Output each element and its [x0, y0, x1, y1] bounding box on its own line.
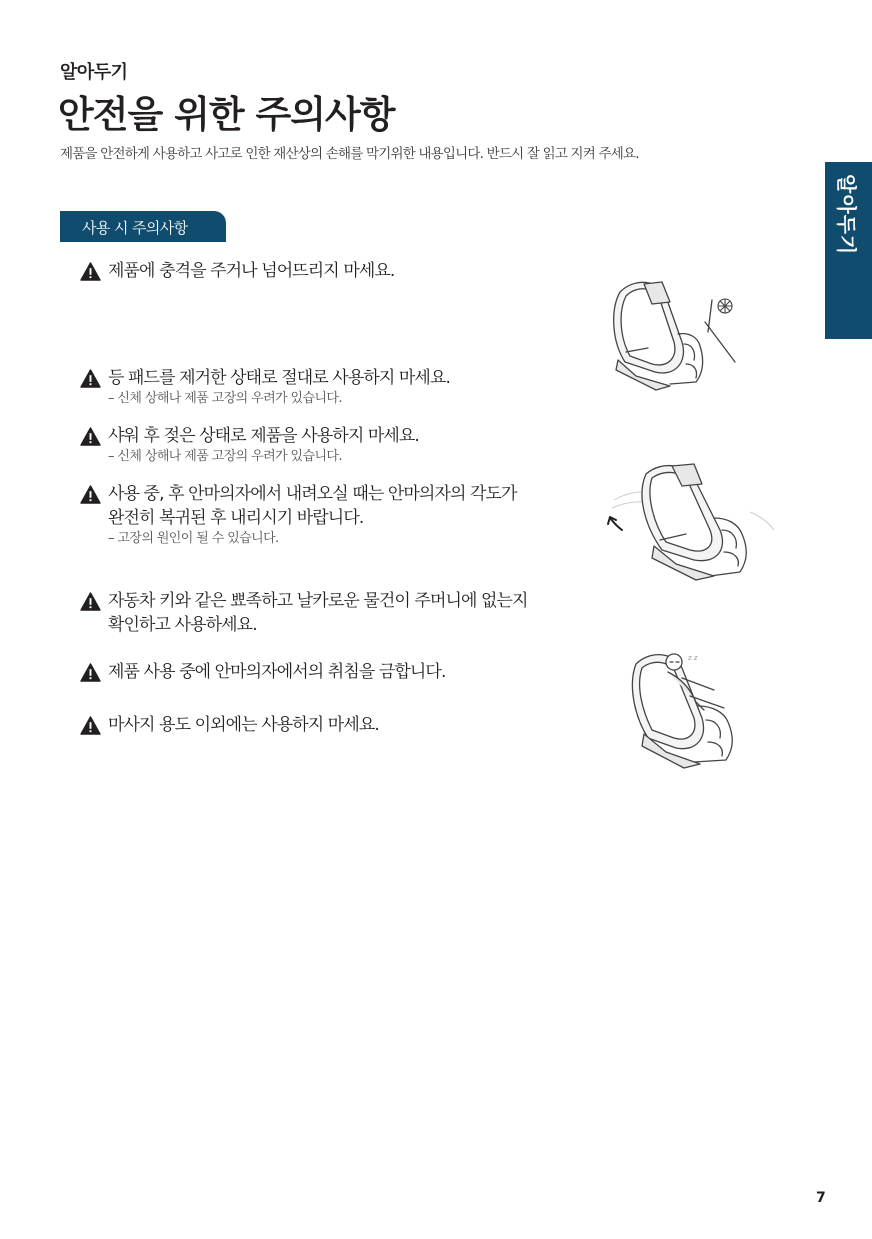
page-title: 안전을 위한 주의사항 — [58, 93, 395, 136]
massage-chair-impact-illustration — [600, 272, 748, 394]
warning-triangle-icon — [80, 592, 101, 611]
warning-text: 마사지 용도 이외에는 사용하지 마세요. — [108, 715, 379, 735]
warning-triangle-icon — [80, 663, 101, 682]
warning-triangle-icon — [80, 716, 101, 735]
warning-item — [80, 660, 445, 684]
warning-triangle-icon — [80, 485, 101, 504]
warning-text-continued: 완전히 복귀된 후 내리시기 바랍니다. — [108, 508, 364, 528]
warning-text-continued: 확인하고 사용하세요. — [108, 615, 257, 635]
warning-item — [80, 259, 394, 283]
massage-chair-sleeping-illustration — [620, 648, 754, 772]
warning-text: 등 패드를 제거한 상태로 절대로 사용하지 마세요. — [108, 368, 450, 388]
section-kicker: 알아두기 — [60, 62, 128, 83]
warning-triangle-icon — [80, 369, 101, 388]
warning-text: 샤워 후 젖은 상태로 제품을 사용하지 마세요. — [108, 426, 419, 446]
warning-note: – 신체 상해나 제품 고장의 우려가 있습니다. — [108, 449, 342, 464]
warning-note: – 고장의 원인이 될 수 있습니다. — [108, 531, 279, 546]
section-tab-label: 사용 시 주의사항 — [82, 219, 188, 237]
warning-triangle-icon — [80, 427, 101, 446]
intro-text: 제품을 안전하게 사용하고 사고로 인한 재산상의 손해를 막기위한 내용입니다. 반드시 잘 읽고 지켜 주세요. — [60, 146, 639, 162]
side-tab[interactable] — [825, 162, 872, 339]
warning-text: 제품 사용 중에 안마의자에서의 취침을 금합니다. — [108, 662, 446, 682]
warning-item — [80, 589, 528, 637]
massage-chair-reclining-illustration — [600, 460, 782, 584]
svg-text:z z: z z — [688, 654, 698, 662]
page-number: 7 — [816, 1190, 826, 1206]
warning-item — [80, 713, 379, 737]
section-tab — [60, 211, 226, 242]
warning-text: 자동차 키와 같은 뾰족하고 날카로운 물건이 주머니에 없는지 — [108, 591, 528, 611]
warning-text: 제품에 충격을 주거나 넘어뜨리지 마세요. — [108, 261, 395, 281]
side-tab-label: 알아두기 — [834, 174, 859, 256]
warning-item — [80, 482, 517, 548]
warning-triangle-icon — [80, 262, 101, 281]
warning-note: – 신체 상해나 제품 고장의 우려가 있습니다. — [108, 391, 342, 406]
warning-item — [80, 424, 419, 466]
warning-text: 사용 중, 후 안마의자에서 내려오실 때는 안마의자의 각도가 — [108, 484, 517, 504]
warning-item — [80, 366, 450, 408]
